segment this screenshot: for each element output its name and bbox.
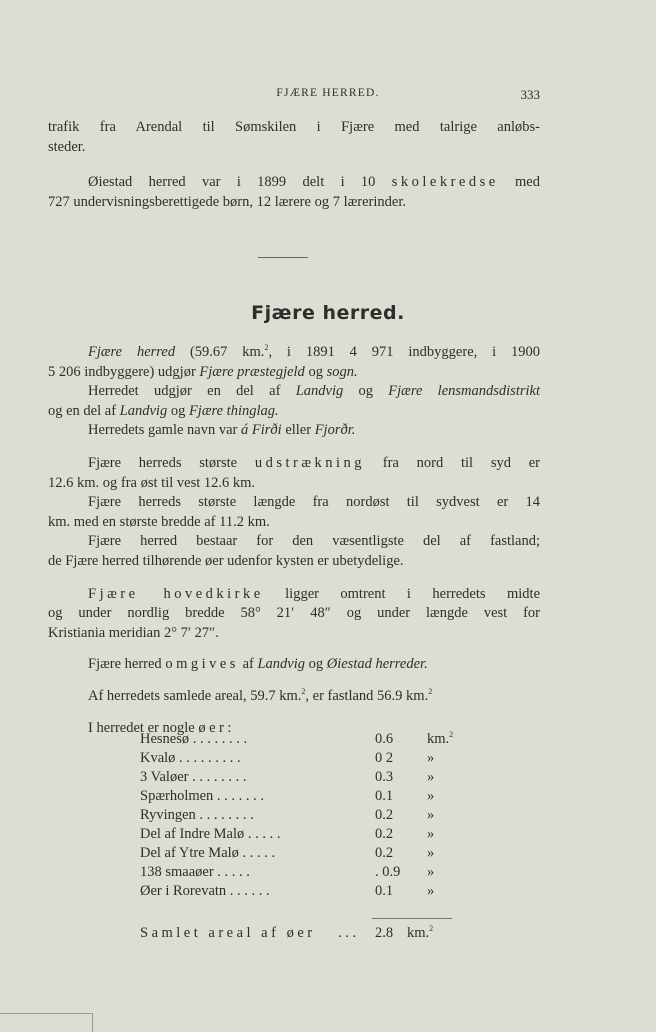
italic-term: sogn. [326, 363, 358, 380]
superscript: 2 [449, 730, 454, 739]
table-row [140, 806, 467, 825]
island-table [140, 730, 467, 901]
italic-term: Fjære præstegjeld [199, 363, 305, 380]
spaced-term: Fjære hovedkirke [88, 585, 264, 602]
total-dots: . . . [338, 925, 357, 941]
area-unit [427, 844, 467, 863]
text-span: 5 206 indbyggere) udgjør [48, 363, 200, 380]
text-line [48, 421, 540, 441]
text-line: km. med en største bredde af 11.2 km. [48, 513, 270, 530]
table-row [140, 730, 467, 749]
area-unit [427, 768, 467, 787]
text-line: Kristiania meridian 2° 7′ 27″. [48, 624, 219, 641]
area-unit [427, 787, 467, 806]
text-span: : [227, 719, 232, 736]
text-line: og under nordlig bredde 58° 21′ 48″ og under længde vest for [48, 605, 540, 622]
superscript: 2 [429, 924, 434, 933]
island-area: 0.1 [375, 788, 394, 804]
island-name: 3 Valøer . . . . . . . . [140, 769, 247, 785]
italic-term: Landvig [295, 383, 344, 400]
table-row [140, 768, 467, 787]
text-span: I herredet er nogle [88, 719, 199, 736]
unit-text: » [427, 864, 435, 880]
unit-text: km. [407, 925, 430, 941]
island-area: 0.3 [375, 769, 394, 785]
text-line: 12.6 km. og fra øst til vest 12.6 km. [48, 474, 256, 491]
island-area: . 0.9 [375, 864, 401, 880]
island-area: 0.6 [375, 731, 394, 747]
school-paragraph [48, 173, 540, 212]
text-span: og [304, 363, 327, 380]
unit-text: » [427, 883, 435, 899]
total-divider [372, 918, 452, 919]
section-title: Fjære herred. [251, 302, 405, 324]
text-span: Af herredets samlede areal, 59.7 km. [88, 687, 302, 704]
text-span: , i 1891 4 971 indbyggere, i 1900 [268, 344, 541, 360]
text-line [48, 343, 540, 363]
island-name: Del af Indre Malø . . . . . [140, 826, 281, 842]
text-line: steder. [48, 138, 86, 155]
table-row [140, 882, 467, 901]
unit-text: » [427, 807, 435, 823]
total-label: Samlet areal af øer [140, 925, 316, 941]
scan-corner-mark [0, 1013, 93, 1032]
italic-term: Landvig [257, 656, 305, 673]
spaced-term: udstrækning [254, 454, 366, 471]
text-span: og [343, 383, 389, 400]
section-divider [258, 257, 308, 258]
area-unit [427, 882, 467, 901]
text-span: fra nord til syd er [365, 454, 541, 471]
table-row [140, 749, 467, 768]
island-area: 0.2 [375, 826, 394, 842]
text-line [48, 382, 540, 402]
table-row [140, 787, 467, 806]
text-line: Fjære herreds største længde fra nordøst til sydvest er 14 [88, 494, 540, 511]
italic-term: Fjære lensmandsdistrikt [388, 383, 540, 400]
text-span: af [238, 656, 258, 673]
running-title: FJÆRE HERRED. [276, 87, 380, 99]
area-unit [427, 730, 467, 749]
text-span: ligger omtrent i herredets midte [263, 585, 540, 602]
unit-text: » [427, 845, 435, 861]
island-name: Ryvingen . . . . . . . . [140, 807, 254, 823]
text-span: og [167, 402, 189, 419]
body-text [48, 343, 540, 738]
island-area: 0.2 [375, 807, 394, 823]
area-unit [427, 806, 467, 825]
total-unit [407, 924, 433, 943]
text-span: og en del af [48, 402, 120, 419]
superscript: 2 [264, 343, 269, 352]
superscript: 2 [301, 686, 306, 696]
superscript: 2 [428, 686, 433, 696]
text-line [48, 402, 540, 422]
text-line: Fjære herred bestaar for den væsentligste del af fastland; [88, 533, 540, 550]
text-span: Fjære herreds største [88, 454, 255, 471]
italic-term: Øiestad herreder. [326, 656, 428, 673]
table-row [140, 844, 467, 863]
spaced-term: øer [198, 719, 228, 736]
text-line [48, 655, 540, 675]
text-line [48, 454, 540, 474]
text-line [48, 687, 540, 707]
island-name: Del af Ytre Malø . . . . . [140, 845, 276, 861]
table-row [140, 825, 467, 844]
island-name: 138 smaaøer . . . . . [140, 864, 250, 880]
island-area: 0.1 [375, 883, 394, 899]
island-name: Kvalø . . . . . . . . . [140, 750, 241, 766]
island-name: Hesnesø . . . . . . . . [140, 731, 248, 747]
italic-term: Fjære thinglag. [188, 402, 279, 419]
spaced-term: skolekredse [391, 174, 499, 190]
italic-term: á Firði [241, 422, 282, 439]
text-line: trafik fra Arendal til Sømskilen i Fjære med talrige anløbs- [48, 119, 540, 135]
page-number: 333 [520, 87, 540, 102]
spaced-term: omgives [165, 656, 239, 673]
text-span: og [305, 656, 327, 673]
island-name: Spærholmen . . . . . . . [140, 788, 265, 804]
page-header [0, 87, 656, 105]
island-area: 0 2 [375, 750, 394, 766]
text-span: med [498, 174, 540, 190]
text-span: (59.67 km. [175, 344, 265, 360]
unit-text: » [427, 750, 435, 766]
italic-term: Fjorðr. [314, 422, 356, 439]
total-value: 2.8 [375, 925, 394, 941]
text-span: , er fastland 56.9 km. [305, 687, 429, 704]
text-line [48, 585, 540, 605]
italic-term: Fjære herred [88, 344, 176, 360]
text-span: Herredets gamle navn var [88, 422, 241, 439]
text-span: Fjære herred [88, 656, 166, 673]
table-row [140, 863, 467, 882]
italic-term: Landvig [119, 402, 168, 419]
text-span: Øiestad herred var i 1899 delt i 10 [88, 174, 392, 190]
unit-text: » [427, 769, 435, 785]
unit-text: » [427, 826, 435, 842]
area-unit [427, 863, 467, 882]
area-unit [427, 749, 467, 768]
text-line [48, 363, 540, 383]
island-area: 0.2 [375, 845, 394, 861]
island-name: Øer i Rorevatn . . . . . . [140, 883, 270, 899]
text-span: Herredet udgjør en del af [88, 383, 296, 400]
text-line: 727 undervisningsberettigede børn, 12 lærere og 7 lærerinder. [48, 193, 406, 210]
unit-text: km. [427, 731, 450, 747]
text-line: de Fjære herred tilhørende øer udenfor kysten er ubetydelige. [48, 552, 404, 569]
intro-paragraph [48, 118, 540, 157]
unit-text: » [427, 788, 435, 804]
text-line [48, 173, 540, 193]
area-unit [427, 825, 467, 844]
text-span: eller [281, 422, 315, 439]
